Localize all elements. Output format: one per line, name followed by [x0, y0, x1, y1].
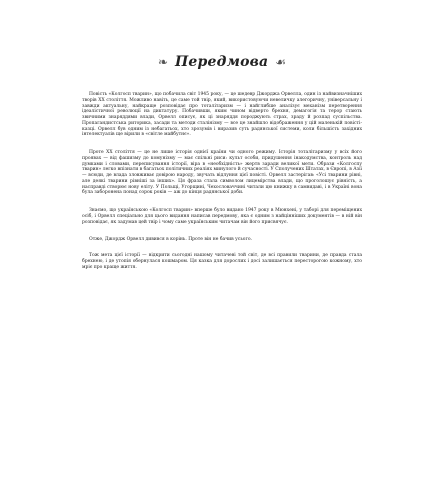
- right-ornament-icon: ☙: [275, 55, 287, 69]
- paragraph-5: Тож мета цієї історії — відкрити сьогодні нашому читачеві той світ, де всі правили тварини, де правда стала брехнею, і де утопія обернулася кошмаром. Ця казка для дорослих і досі залишається пересторогою кожному, хто мріє про краще життя.: [82, 253, 362, 270]
- paragraph-4: Отже, Джордж Орвелл дивився в корінь. Проте він не бачив усього.: [89, 237, 252, 243]
- paragraph-3: Знаємо, що українською «Колгосп тварин» вперше було видано 1947 року в Мюнхені, у таборі для переміщених осіб, і Орвелл спеціально для цього видання написав передмову, яка є одним з найцінніших документів — в ній він розповідає, як задумав цей твір і чому саме українським читачам він його присвячує.: [82, 208, 362, 225]
- paragraph-2: Проте ХХ століття — це не лише історія однієї країни чи одного режиму. Історія тоталітаризму у всіх його проявах — від фашизму до комунізму — має спільні риси: культ особи, придушення інакодумства, контроль над думками і словами, переписування історії, віра в «необхідність» жертв заради великої мети. Образи «Колгоспу тварин» легко впізнати в багатьох політичних реаліях минулого й сучасності. У Сполучених Штатах, в Європі, в Азії — всюди, де влада зловживає довірою народу, звучать відлуння цієї повісті. Орвелл застерігав: «Усі тварини рівні, але деякі тварини рівніші за інших». Ця фраза стала символом лицемірства влади, що проголошує рівність, а насправді створює нову еліту. У Польщі, Угорщині, Чехословаччині читали цю книжку в самвидаві, і в Україні вона була заборонена понад сорок років — аж до кінця радянської доби.: [82, 150, 362, 196]
- paragraph-1: Повість «Колгосп тварин», що побачила світ 1945 року, — це шедевр Джорджа Орвелла, один із найвизначніших творів ХХ століття. Можливо навіть, це саме той твір, який, використовуючи невеличку алегоричну, універсальну і завжди актуальну, найкраще розповідає про тоталітаризм — і найглибше аналізує механізм перетворення ідеалістичної революції на диктатуру. Побачивши, яким чином відверто брехня, демагогія та терор стають звичними знаряддями влади, Орвелл описує, як ці знаряддя породжують страх, зраду й розпад суспільства. Пропагандистська риторика, засади та методи сталінізму — все це знайшло відображення у цій маленькій повісті-казці. Орвелл був одним із небагатьох, хто зрозумів і виразив суть радянської системи, коли більшість західних інтелектуалів ще вірили в «світле майбутнє».: [82, 92, 362, 138]
- document-page: [0, 52, 440, 492]
- left-ornament-icon: ❧: [157, 55, 168, 69]
- chapter-title: Передмова: [175, 54, 269, 70]
- chapter-heading: [82, 52, 362, 72]
